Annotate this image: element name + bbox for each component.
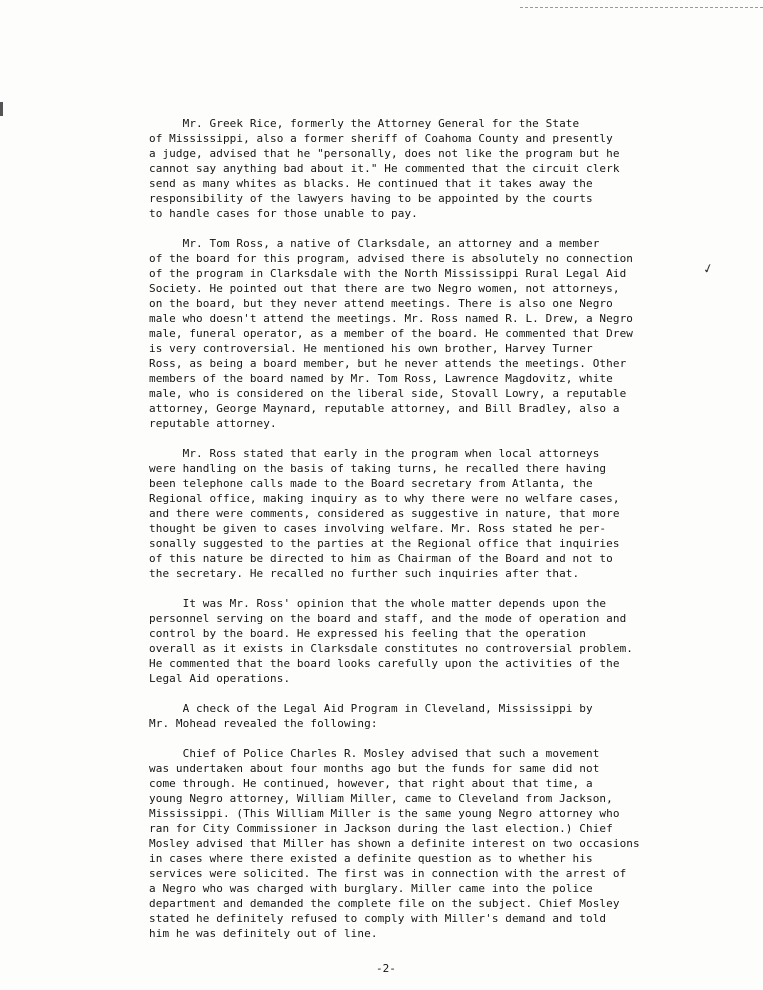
text-line: personnel serving on the board and staff, and the mode of operation and [149,612,627,625]
text-line: of the program in Clarksdale with the North Mississippi Rural Legal Aid [149,267,627,280]
text-line: control by the board. He expressed his feeling that the operation [149,627,586,640]
text-line: attorney, George Maynard, reputable attorney, and Bill Bradley, also a [149,402,620,415]
text-line: He commented that the board looks carefully upon the activities of the [149,657,620,670]
text-line: is very controversial. He mentioned his own brother, Harvey Turner [149,342,593,355]
left-margin-mark [0,102,3,116]
text-line: come through. He continued, however, that right about that time, a [149,777,593,790]
text-line: Legal Aid operations. [149,672,291,685]
paragraph [149,746,701,941]
page-number: -2- [376,962,396,975]
text-line: stated he definitely refused to comply with Miller's demand and told [149,912,607,925]
paragraph [149,701,701,731]
text-line: Chief of Police Charles R. Mosley advised that such a movement [149,747,600,760]
text-line: Society. He pointed out that there are two Negro women, not attorneys, [149,282,620,295]
top-edge-perforation [520,0,763,8]
paragraph [149,596,701,686]
text-line: Mr. Mohead revealed the following: [149,717,378,730]
text-line: of this nature be directed to him as Chairman of the Board and not to [149,552,613,565]
text-line: on the board, but they never attend meetings. There is also one Negro [149,297,613,310]
margin-checkmark: ✓ [701,260,716,279]
text-line: the secretary. He recalled no further such inquiries after that. [149,567,580,580]
text-line: department and demanded the complete file on the subject. Chief Mosley [149,897,620,910]
text-line: of the board for this program, advised there is absolutely no connection [149,252,634,265]
text-line: It was Mr. Ross' opinion that the whole matter depends upon the [149,597,607,610]
text-line: and there were comments, considered as suggestive in nature, that more [149,507,620,520]
text-line: male who doesn't attend the meetings. Mr. Ross named R. L. Drew, a Negro [149,312,634,325]
text-line: Mr. Ross stated that early in the program when local attorneys [149,447,600,460]
text-line: Mr. Tom Ross, a native of Clarksdale, an attorney and a member [149,237,600,250]
text-line: to handle cases for those unable to pay. [149,207,418,220]
text-line: was undertaken about four months ago but the funds for same did not [149,762,600,775]
text-line: in cases where there existed a definite question as to whether his [149,852,593,865]
body-text [149,116,701,941]
paragraph-gap [149,581,701,596]
text-line: of Mississippi, also a former sheriff of Coahoma County and presently [149,132,613,145]
text-line: young Negro attorney, William Miller, came to Cleveland from Jackson, [149,792,613,805]
text-line: services were solicited. The first was in connection with the arrest of [149,867,627,880]
paragraph-gap [149,731,701,746]
paragraph-gap [149,686,701,701]
text-line: Mississippi. (This William Miller is the same young Negro attorney who [149,807,620,820]
text-line: cannot say anything bad about it." He commented that the circuit clerk [149,162,620,175]
text-line: Mosley advised that Miller has shown a definite interest on two occasions [149,837,640,850]
text-line: Ross, as being a board member, but he never attends the meetings. Other [149,357,627,370]
text-line: reputable attorney. [149,417,277,430]
text-line: ran for City Commissioner in Jackson during the last election.) Chief [149,822,613,835]
text-line: male, who is considered on the liberal side, Stovall Lowry, a reputable [149,387,627,400]
text-line: were handling on the basis of taking turns, he recalled there having [149,462,607,475]
paragraph [149,116,701,221]
paragraph [149,236,701,431]
paragraph [149,446,701,581]
text-line: A check of the Legal Aid Program in Cleveland, Mississippi by [149,702,593,715]
text-line: Mr. Greek Rice, formerly the Attorney General for the State [149,117,580,130]
text-line: a judge, advised that he "personally, does not like the program but he [149,147,620,160]
text-line: Regional office, making inquiry as to why there were no welfare cases, [149,492,620,505]
paragraph-gap [149,221,701,236]
text-line: sonally suggested to the parties at the Regional office that inquiries [149,537,620,550]
text-line: a Negro who was charged with burglary. Miller came into the police [149,882,593,895]
text-line: overall as it exists in Clarksdale constitutes no controversial problem. [149,642,634,655]
text-line: him he was definitely out of line. [149,927,378,940]
text-line: members of the board named by Mr. Tom Ross, Lawrence Magdovitz, white [149,372,613,385]
paragraph-gap [149,431,701,446]
text-line: been telephone calls made to the Board secretary from Atlanta, the [149,477,593,490]
text-line: responsibility of the lawyers having to be appointed by the courts [149,192,593,205]
text-line: male, funeral operator, as a member of the board. He commented that Drew [149,327,634,340]
text-line: send as many whites as blacks. He continued that it takes away the [149,177,593,190]
text-line: thought be given to cases involving welfare. Mr. Ross stated he per- [149,522,607,535]
